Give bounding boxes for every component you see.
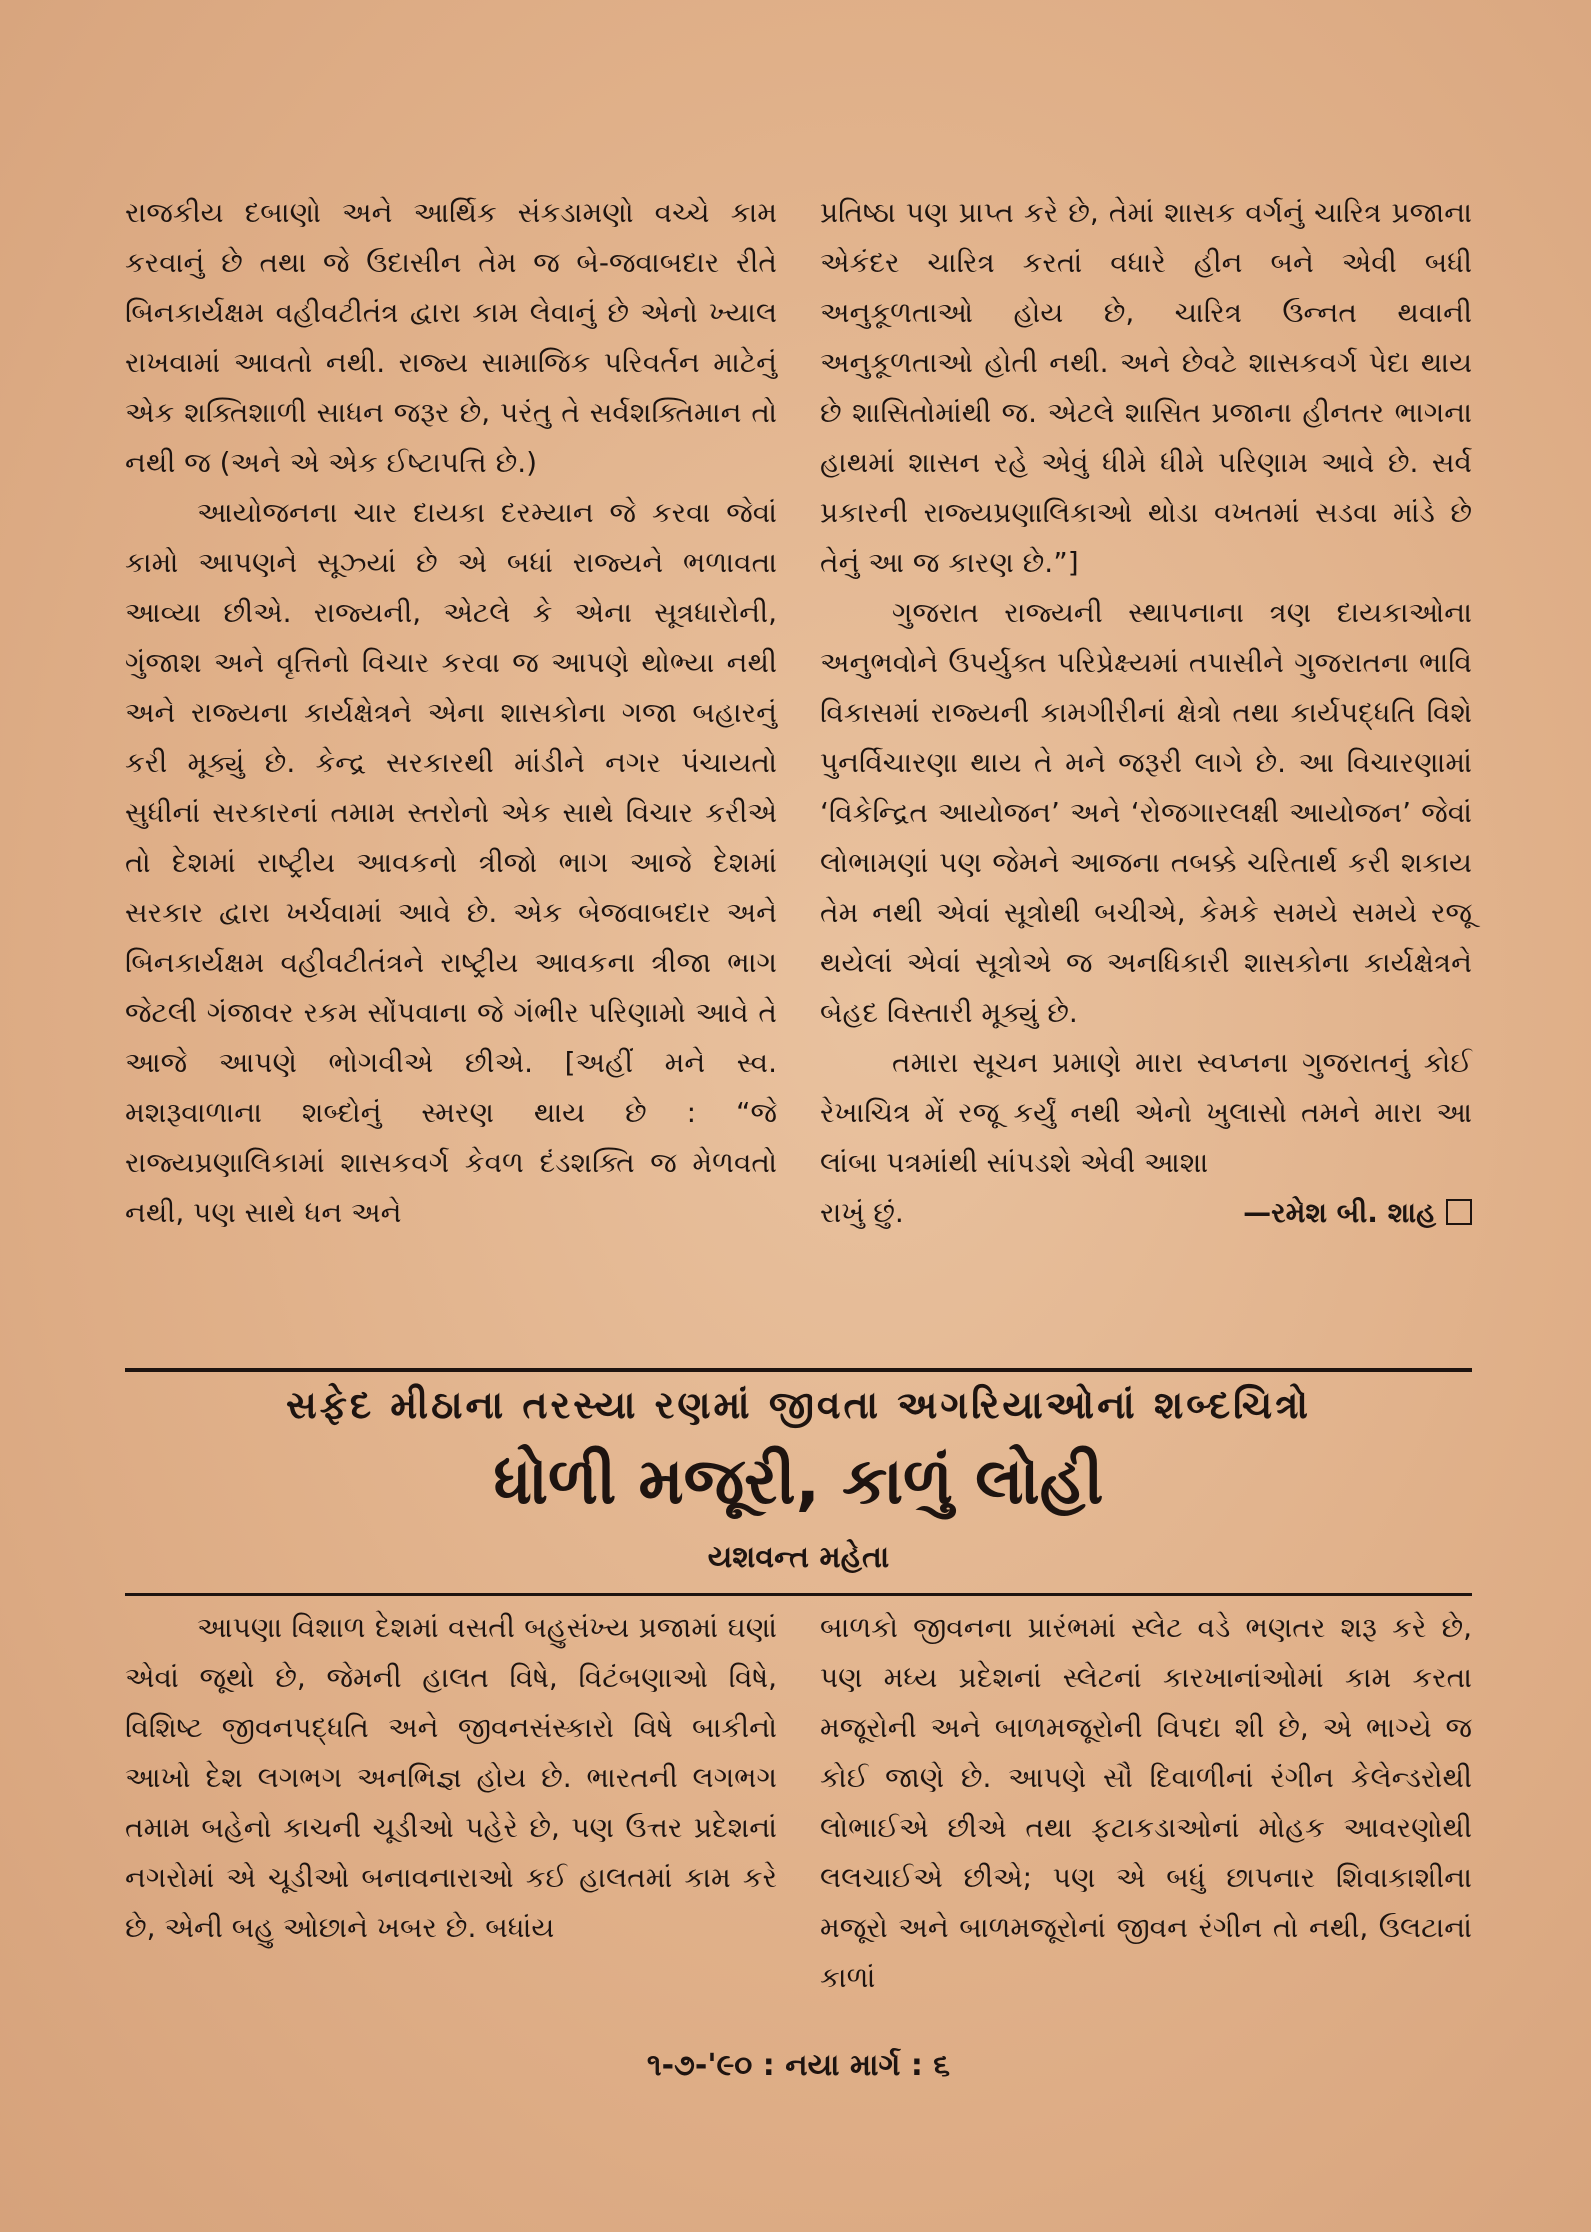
paragraph: રાજકીય દબાણો અને આર્થિક સંકડામણો વચ્ચે કામ કરવાનું છે તથા જે ઉદાસીન તેમ જ બે-જવાબદાર રીતે બિનકાર્યક્ષમ વહીવટીતંત્ર દ્વારા કામ લેવાનું છે એનો ખ્યાલ રાખવામાં આવતો નથી. રાજ્ય સામાજિક પરિવર્તન માટેનું એક શક્તિશાળી સાધન જરૂર છે, પરંતુ તે સર્વશક્તિમાન તો નથી જ (અને એ એક ઈષ્ટાપત્તિ છે.)	[125, 196, 777, 479]
signature-group	[1243, 1188, 1472, 1238]
paragraph: ગુજરાત રાજ્યની સ્થાપનાના ત્રણ દાયકાઓના અનુભવોને ઉપર્યુક્ત પરિપ્રેક્ષ્યમાં તપાસીને ગુજરાતના ભાવિ વિકાસમાં રાજ્યની કામગીરીનાં ક્ષેત્રો તથા કાર્યપદ્ધતિ વિશે પુનર્વિચારણા થાય તે મને જરૂરી લાગે છે. આ વિચારણામાં ‘વિકેન્દ્રિત આયોજન’ અને ‘રોજગારલક્ષી આયોજન’ જેવાં લોભામણાં પણ જેમને આજના તબક્કે ચરિતાર્થ કરી શકાય તેમ નથી એવાં સૂત્રોથી બચીએ, કેમકે સમયે સમયે રજૂ થયેલાં એવાં સૂત્રોએ જ અનધિકારી શાસકોના કાર્યક્ષેત્રને બેહદ વિસ્તારી મૂક્યું છે.	[820, 596, 1472, 1029]
paragraph: પ્રતિષ્ઠા પણ પ્રાપ્ત કરે છે, તેમાં શાસક વર્ગનું ચારિત્ર પ્રજાના એકંદર ચારિત્ર કરતાં વધારે હીન બને એવી બધી અનુકૂળતાઓ હોય છે, ચારિત્ર ઉન્નત થવાની અનુકૂળતાઓ હોતી નથી. અને છેવટે શાસકવર્ગ પેદા થાય છે શાસિતોમાંથી જ. એટલે શાસિત પ્રજાના હીનતર ભાગના હાથમાં શાસન રહે એવું ધીમે ધીમે પરિણામ આવે છે. સર્વ પ્રકારની રાજ્યપ્રણાલિકાઓ થોડા વખતમાં સડવા માંડે છે તેનું આ જ કારણ છે.”]	[820, 196, 1472, 579]
end-mark-icon	[1446, 1199, 1472, 1225]
closing-line	[820, 1188, 1472, 1238]
article-subtitle: સફેદ મીઠાના તરસ્યા રણમાં જીવતા અગરિયાઓનાં શબ્દચિત્રો	[286, 1383, 1311, 1427]
paragraph: આપણા વિશાળ દેશમાં વસતી બહુસંખ્ય પ્રજામાં ઘણાં એવાં જૂથો છે, જેમની હાલત વિષે, વિટંબણાઓ વિષે, વિશિષ્ટ જીવનપદ્ધતિ અને જીવનસંસ્કારો વિષે બાકીનો આખો દેશ લગભગ અનભિજ્ઞ હોય છે. ભારતની લગભગ તમામ બહેનો કાચની ચૂડીઓ પહેરે છે, પણ ઉત્તર પ્રદેશનાં નગરોમાં એ ચૂડીઓ બનાવનારાઓ કઈ હાલતમાં કામ કરે છે, એની બહુ ઓછાને ખબર છે. બધાંય	[125, 1611, 777, 1944]
signature: —રમેશ બી. શાહ	[1243, 1196, 1436, 1229]
page-footer: ૧-૭-'૯૦ : નયા માર્ગ : ૬	[646, 2048, 951, 2083]
paragraph: તમારા સૂચન પ્રમાણે મારા સ્વપ્નના ગુજરાતનું કોઈ રેખાચિત્ર મેં રજૂ કર્યું નથી એનો ખુલાસો તમને મારા આ લાંબા પત્રમાંથી સાંપડશે એવી આશા	[820, 1046, 1472, 1179]
section-divider	[125, 1368, 1472, 1372]
article-title: ધોળી મજૂરી, કાળું લોહી	[493, 1445, 1104, 1519]
header-divider	[125, 1593, 1472, 1596]
closing-text: રાખું છું.	[820, 1196, 904, 1229]
paragraph: બાળકો જીવનના પ્રારંભમાં સ્લેટ વડે ભણતર શરૂ કરે છે, પણ મધ્ય પ્રદેશનાં સ્લેટનાં કારખાનાંઓમાં કામ કરતા મજૂરોની અને બાળમજૂરોની વિપદા શી છે, એ ભાગ્યે જ કોઈ જાણે છે. આપણે સૌ દિવાળીનાં રંગીન કેલેન્ડરોથી લોભાઈએ છીએ તથા ફટાકડાઓનાં મોહક આવરણોથી લલચાઈએ છીએ; પણ એ બધું છાપનાર શિવાકાશીના મજૂરો અને બાળમજૂરોનાં જીવન રંગીન તો નથી, ઉલટાનાં કાળાં	[820, 1611, 1472, 1994]
paragraph: આયોજનના ચાર દાયકા દરમ્યાન જે કરવા જેવાં કામો આપણને સૂઝ્યાં છે એ બધાં રાજ્યને ભળાવતા આવ્યા છીએ. રાજ્યની, એટલે કે એના સૂત્રધારોની, ગુંજાશ અને વૃત્તિનો વિચાર કરવા જ આપણે થોભ્યા નથી અને રાજ્યના કાર્યક્ષેત્રને એના શાસકોના ગજા બહારનું કરી મૂક્યું છે. કેન્દ્ર સરકારથી માંડીને નગર પંચાયતો સુધીનાં સરકારનાં તમામ સ્તરોનો એક સાથે વિચાર કરીએ તો દેશમાં રાષ્ટ્રીય આવકનો ત્રીજો ભાગ આજે દેશમાં સરકાર દ્વારા ખર્ચવામાં આવે છે. એક બેજવાબદાર અને બિનકાર્યક્ષમ વહીવટીતંત્રને રાષ્ટ્રીય આવકના ત્રીજા ભાગ જેટલી ગંજાવર રકમ સોંપવાના જે ગંભીર પરિણામો આવે તે આજે આપણે ભોગવીએ છીએ. [અહીં મને સ્વ. મશરૂવાળાના શબ્દોનું સ્મરણ થાય છે : “જે રાજ્યપ્રણાલિકામાં શાસકવર્ગ કેવળ દંડશક્તિ જ મેળવતો નથી, પણ સાથે ધન અને	[125, 496, 777, 1229]
article-author: યશવન્ત મહેતા	[707, 1540, 890, 1575]
upper-left-column	[125, 188, 777, 1238]
upper-right-column	[820, 188, 1472, 1238]
article-left-column	[125, 1603, 777, 1953]
article-right-column	[820, 1603, 1472, 2003]
